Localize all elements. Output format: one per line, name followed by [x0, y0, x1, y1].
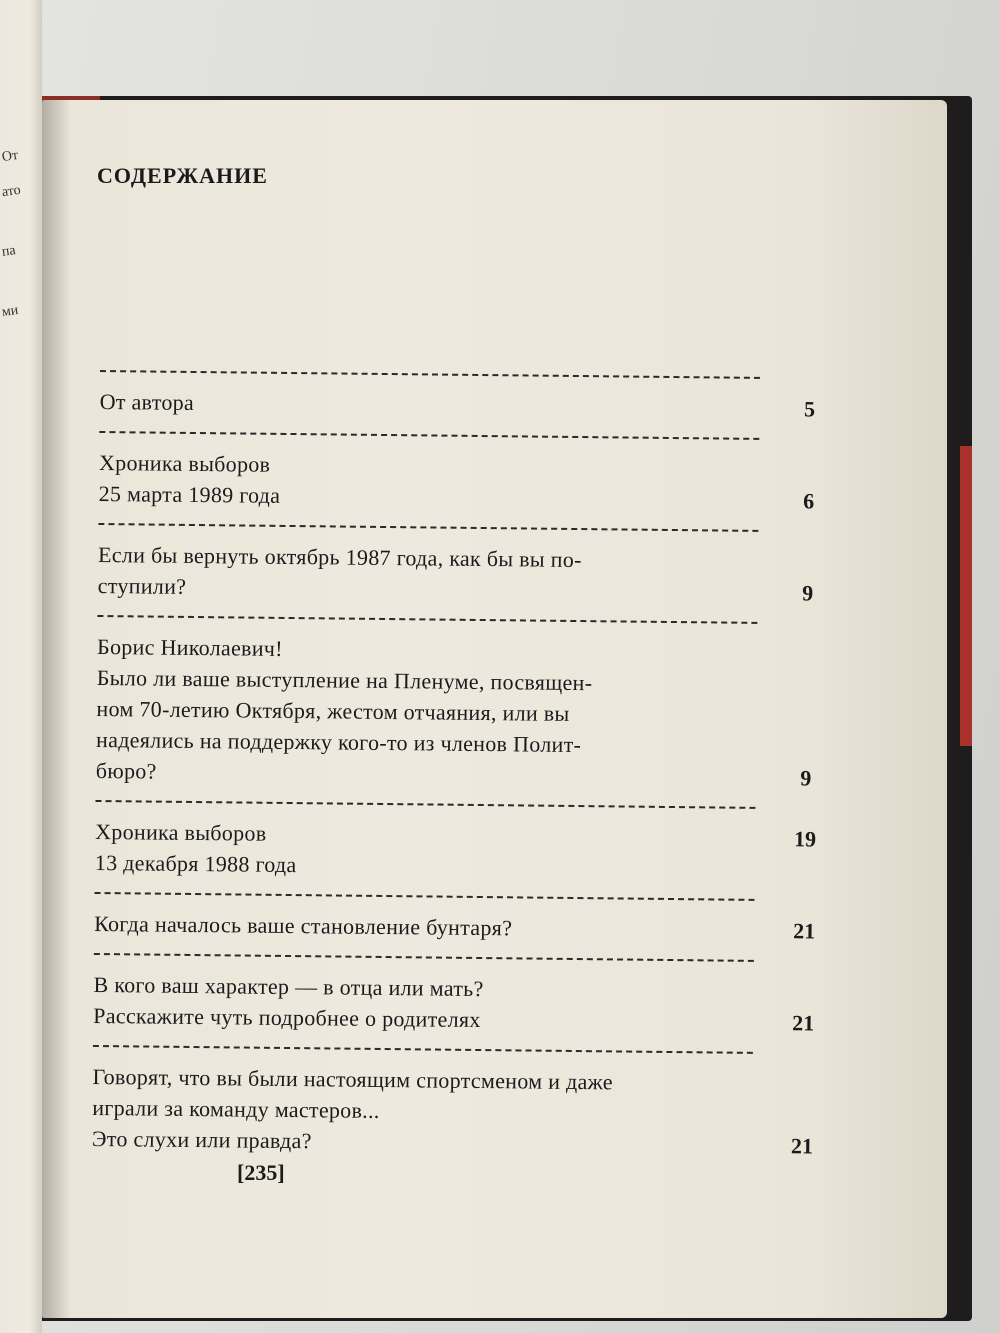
left-page-fragment: па — [0, 243, 17, 260]
toc-entry-line: надеялись на поддержку кого-то из членов Полит- — [95, 726, 582, 758]
toc-entry[interactable] — [95, 617, 837, 808]
toc-entry-line: Говорят, что вы были настоящим спортсменом и даже — [92, 1063, 614, 1095]
table-of-contents — [92, 370, 840, 1176]
toc-entry-page: 9 — [800, 765, 812, 791]
book-page — [42, 100, 947, 1318]
toc-entry-line: Хроника выборов — [98, 449, 271, 477]
left-page-fragment: ато — [0, 182, 22, 201]
toc-entry[interactable] — [95, 802, 836, 900]
left-page-fragment: ми — [0, 302, 20, 321]
toc-entry-page: 21 — [790, 1133, 814, 1159]
toc-entry-page: 9 — [802, 580, 814, 606]
toc-entry-title — [96, 631, 763, 793]
toc-entry-line: От автора — [99, 388, 195, 415]
toc-entry[interactable] — [92, 1047, 833, 1176]
toc-entry-title — [98, 539, 764, 608]
toc-entry-line: 25 марта 1989 года — [98, 480, 281, 508]
toc-entry-title — [92, 1061, 758, 1161]
toc-entry-line: Борис Николаевич! — [96, 633, 284, 661]
toc-entry-line: 13 декабря 1988 года — [94, 849, 297, 878]
toc-entry-title — [93, 969, 759, 1038]
toc-entry-title — [100, 386, 765, 424]
toc-entry-page: 5 — [804, 396, 816, 422]
toc-entry[interactable] — [98, 433, 839, 531]
toc-entry[interactable] — [99, 372, 840, 439]
toc-entry-page: 21 — [792, 1010, 815, 1036]
toc-entry[interactable] — [93, 955, 834, 1053]
toc-entry-page: 21 — [793, 918, 816, 944]
toc-entry-line: Было ли ваше выступление на Пленуме, посвящен- — [96, 664, 593, 696]
toc-entry-line: бюро? — [95, 757, 157, 784]
toc-entry[interactable] — [97, 525, 838, 623]
toc-entry-line: ном 70-летию Октября, жестом отчаяния, или вы — [96, 695, 570, 726]
toc-entry-title — [94, 908, 759, 946]
toc-entry-line: Когда началось ваше становление бунтаря? — [94, 910, 513, 941]
left-page-edge — [0, 0, 42, 1333]
toc-entry-line: ступили? — [97, 572, 187, 599]
toc-entry-line: В кого ваш характер — в отца или мать? — [93, 971, 484, 1002]
toc-entry-line: играли за команду мастеров... — [92, 1094, 380, 1123]
toc-entry-page: 19 — [793, 826, 817, 852]
toc-entry-line: Расскажите чуть подробнее о родителях — [93, 1002, 481, 1033]
toc-entry-line: Это слухи или правда? — [91, 1125, 312, 1154]
toc-entry-line: Хроника выборов — [95, 818, 267, 846]
cover-red-edge — [960, 446, 972, 746]
toc-entry-title — [95, 816, 761, 885]
page-title: СОДЕРЖАНИЕ — [97, 163, 268, 188]
spine-shadow — [42, 100, 72, 1318]
toc-entry-page: 6 — [803, 488, 815, 514]
toc-entry-title — [99, 447, 765, 516]
toc-entry[interactable] — [94, 894, 835, 961]
left-page-fragment: От — [0, 147, 20, 166]
page-number: [235] — [237, 1160, 285, 1185]
toc-entry-line: Если бы вернуть октябрь 1987 года, как бы вы по- — [97, 541, 582, 573]
